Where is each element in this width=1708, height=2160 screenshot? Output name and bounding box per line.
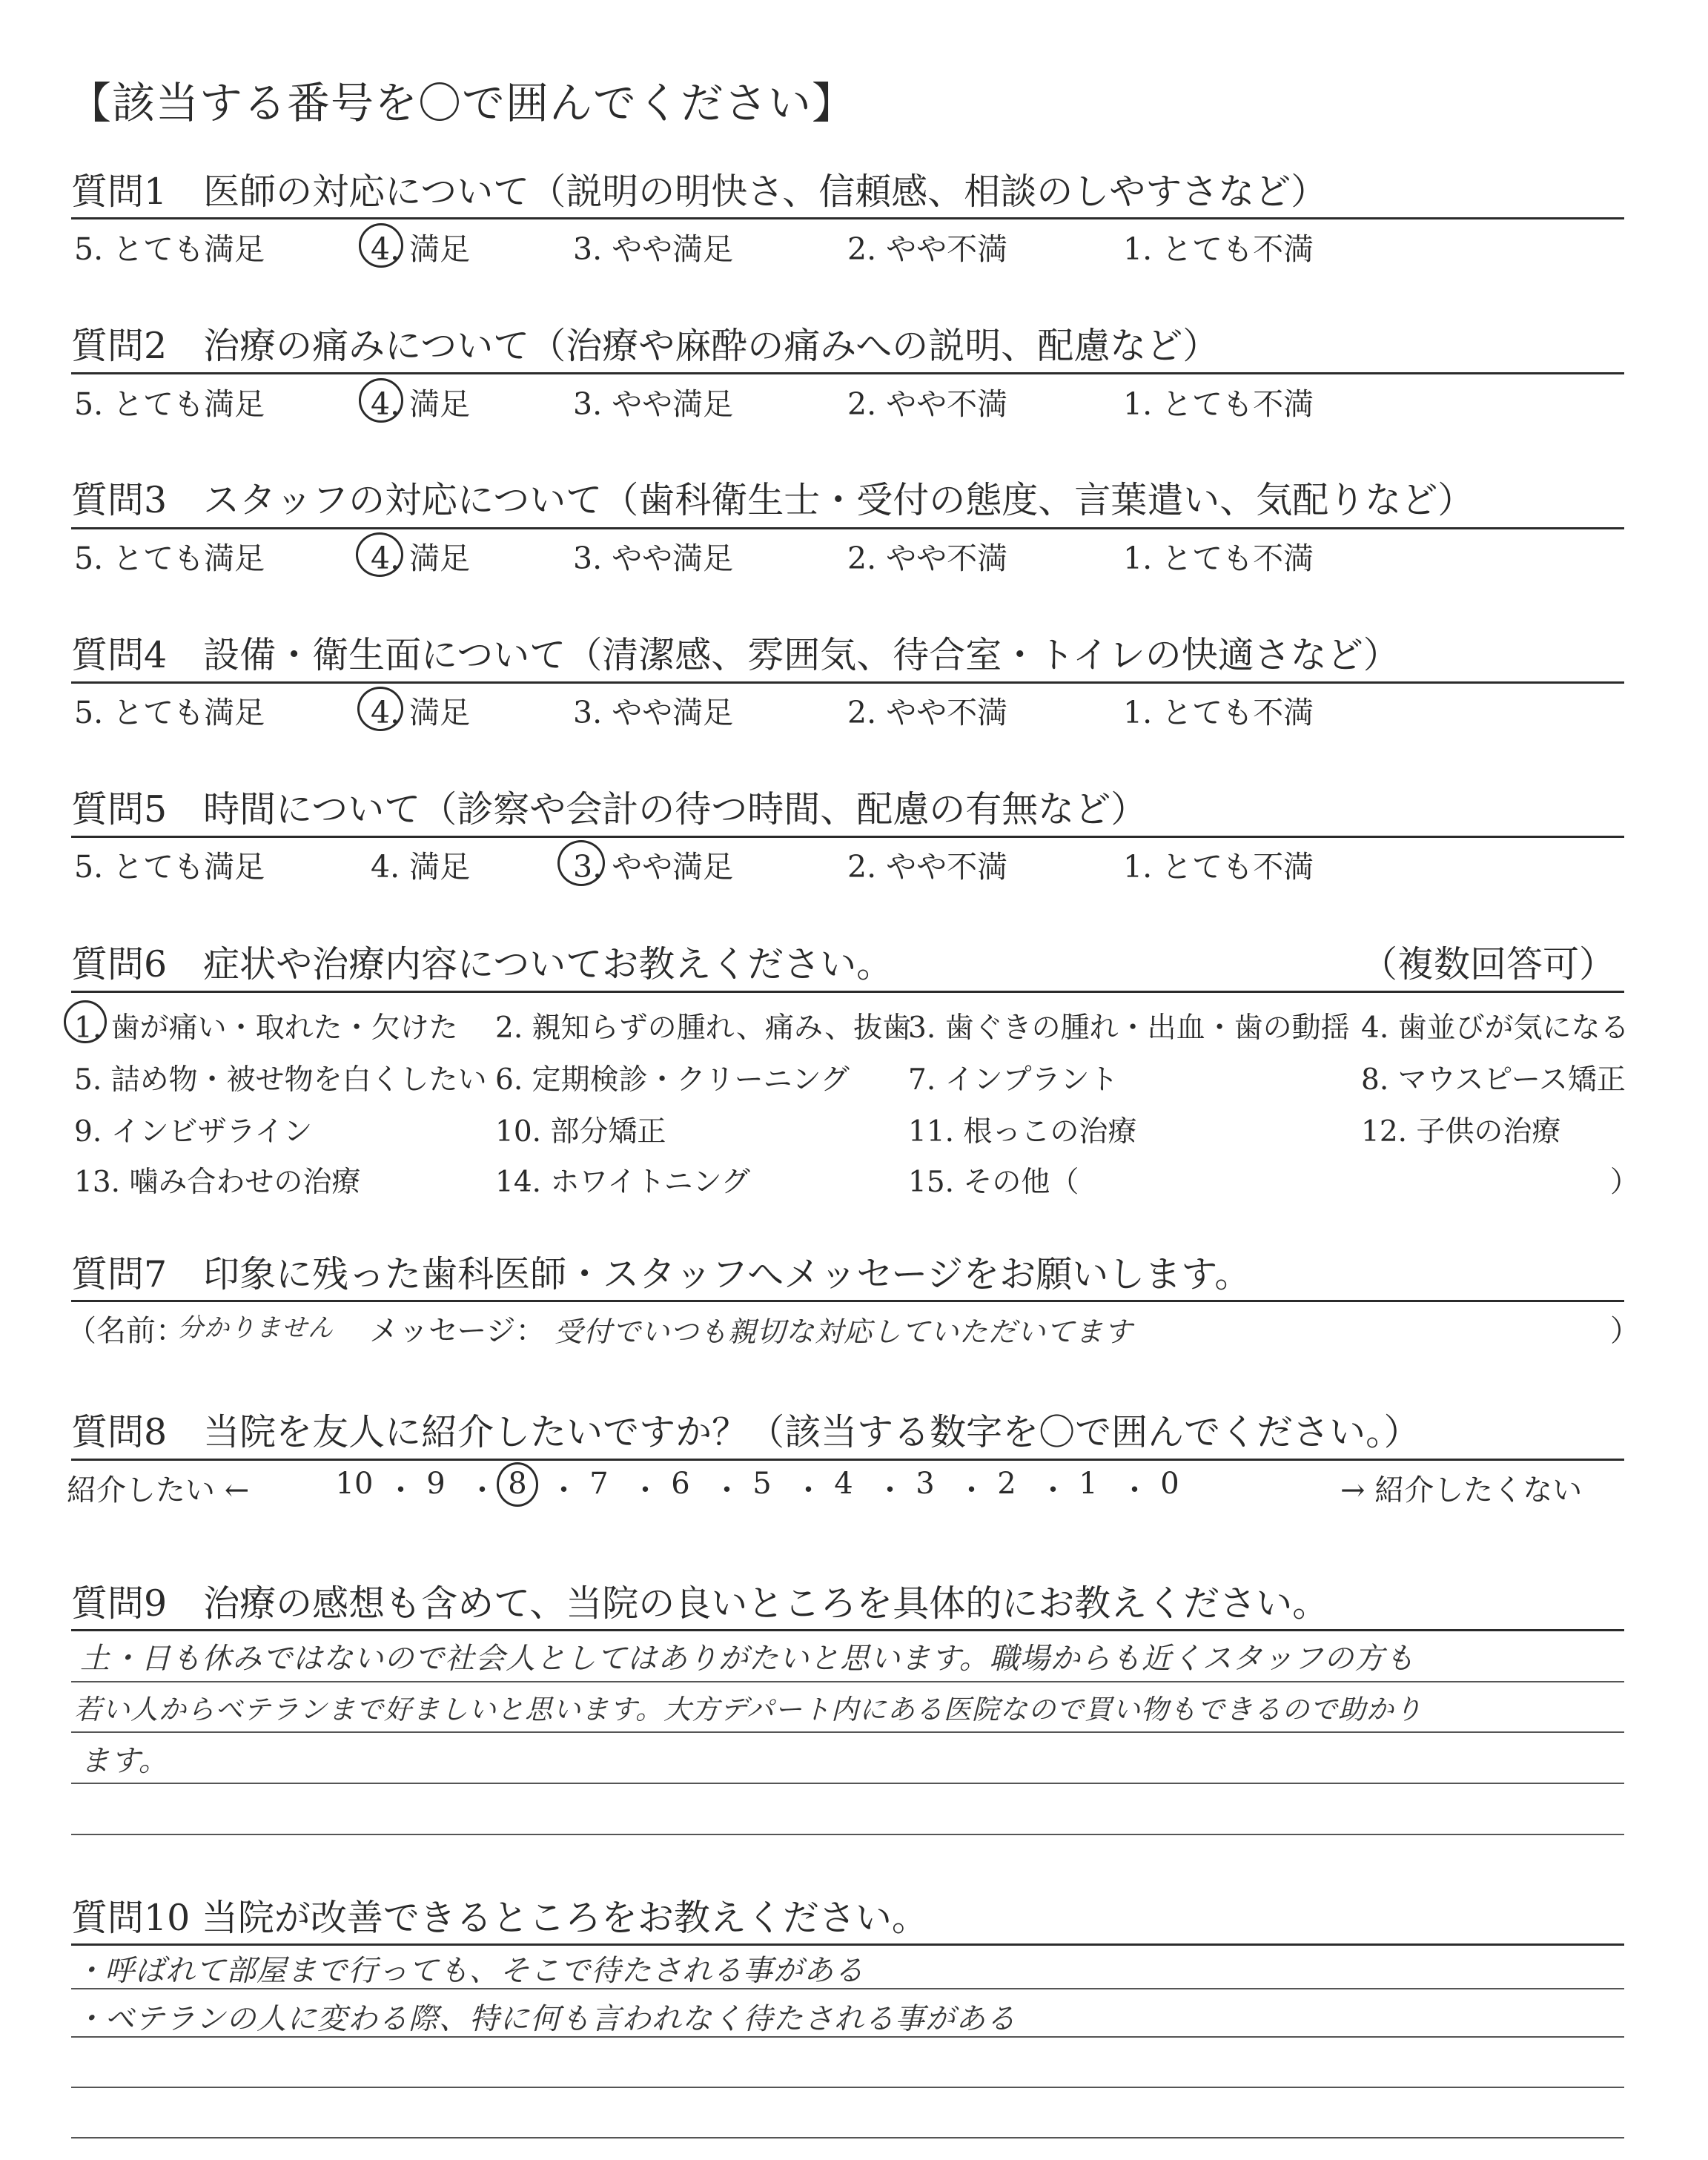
q10-answer-text-2[interactable]: ・ベテランの人に変わる際、特に何も言われなく待たされる事がある bbox=[74, 2002, 1016, 2036]
q8-scale-separator: ・ bbox=[956, 1473, 987, 1507]
q5-option-5[interactable]: 5. とても満足 bbox=[74, 849, 265, 885]
q9-answer-line-1 bbox=[71, 1681, 1624, 1682]
q8-left-label: 紹介したい ← bbox=[67, 1473, 250, 1507]
q8-scale-value-4[interactable]: 4 bbox=[834, 1467, 853, 1501]
q6-option-15[interactable]: 15. その他（ bbox=[908, 1166, 1079, 1199]
q6-rule bbox=[71, 991, 1624, 993]
q6-option-9[interactable]: 9. インビザライン bbox=[74, 1115, 313, 1149]
q4-option-3[interactable]: 3. やや満足 bbox=[573, 695, 734, 730]
q1-option-5[interactable]: 5. とても満足 bbox=[74, 231, 265, 267]
q2-option-1[interactable]: 1. とても不満 bbox=[1123, 386, 1314, 422]
q3-option-2[interactable]: 2. やや不満 bbox=[847, 541, 1008, 576]
q2-selection-circle bbox=[359, 378, 403, 423]
q3-option-5[interactable]: 5. とても満足 bbox=[74, 541, 265, 576]
q10-answer-text-1[interactable]: ・呼ばれて部屋まで行っても、そこで待たされる事がある bbox=[74, 1954, 864, 1988]
q4-option-2[interactable]: 2. やや不満 bbox=[847, 695, 1008, 730]
q3-title: 質問3 スタッフの対応について（歯科衛生士・受付の態度、言葉遣い、気配りなど） bbox=[71, 479, 1474, 521]
q6-option-1[interactable]: 1. 歯が痛い・取れた・欠けた bbox=[74, 1011, 458, 1045]
q2-option-4[interactable]: 4. 満足 bbox=[371, 386, 471, 422]
q6-option-8[interactable]: 8. マウスピース矯正 bbox=[1361, 1063, 1626, 1097]
q6-option-13[interactable]: 13. 噛み合わせの治療 bbox=[74, 1166, 361, 1199]
q8-scale-value-3[interactable]: 3 bbox=[916, 1467, 935, 1501]
q7-message-value[interactable]: 受付でいつも親切な対応していただいてます bbox=[555, 1315, 1133, 1348]
q10-answer-line-4 bbox=[71, 2137, 1624, 2138]
q6-selection-circle bbox=[64, 1000, 107, 1043]
q3-option-3[interactable]: 3. やや満足 bbox=[573, 541, 734, 576]
q3-option-4[interactable]: 4. 満足 bbox=[371, 541, 471, 576]
q1-rule bbox=[71, 217, 1624, 219]
q9-answer-text-3[interactable]: ます。 bbox=[80, 1744, 169, 1778]
q8-scale-value-9[interactable]: 9 bbox=[426, 1467, 446, 1501]
q2-option-5[interactable]: 5. とても満足 bbox=[74, 386, 265, 422]
q6-other-close-paren: ） bbox=[1610, 1166, 1640, 1199]
q1-title: 質問1 医師の対応について（説明の明快さ、信頼感、相談のしやすさなど） bbox=[71, 171, 1328, 213]
q1-option-4[interactable]: 4. 満足 bbox=[371, 231, 471, 267]
q5-option-1[interactable]: 1. とても不満 bbox=[1123, 849, 1314, 885]
q8-scale-value-2[interactable]: 2 bbox=[997, 1467, 1016, 1501]
q9-title: 質問9 治療の感想も含めて、当院の良いところを具体的にお教えください。 bbox=[71, 1582, 1329, 1625]
q7-message-label: メッセージ： bbox=[369, 1314, 546, 1348]
q9-answer-text-1[interactable]: 土・日も休みではないので社会人としてはありがたいと思います。職場からも近くスタッフの方も bbox=[80, 1642, 1415, 1676]
q4-option-5[interactable]: 5. とても満足 bbox=[74, 695, 265, 730]
q6-title: 質問6 症状や治療内容についてお教えください。 bbox=[71, 943, 893, 985]
q9-answer-line-3 bbox=[71, 1783, 1624, 1784]
q6-option-14[interactable]: 14. ホワイトニング bbox=[495, 1166, 750, 1199]
q8-rule bbox=[71, 1459, 1624, 1461]
q6-option-11[interactable]: 11. 根っこの治療 bbox=[908, 1115, 1137, 1149]
q2-rule bbox=[71, 372, 1624, 374]
q7-close-paren: ） bbox=[1610, 1314, 1640, 1348]
q8-scale-separator: ・ bbox=[1038, 1473, 1068, 1507]
q4-option-4[interactable]: 4. 満足 bbox=[371, 695, 471, 730]
q6-option-5[interactable]: 5. 詰め物・被せ物を白くしたい bbox=[74, 1063, 487, 1097]
q6-option-4[interactable]: 4. 歯並びが気になる bbox=[1361, 1011, 1629, 1045]
page-heading: 【該当する番号を〇で囲んでください】 bbox=[68, 78, 856, 128]
q8-scale-separator: ・ bbox=[1119, 1473, 1150, 1507]
q8-scale-value-6[interactable]: 6 bbox=[671, 1467, 690, 1501]
q3-selection-circle bbox=[356, 532, 403, 577]
q5-selection-circle bbox=[557, 840, 605, 886]
q5-rule bbox=[71, 836, 1624, 838]
q10-title: 質問10 当院が改善できるところをお教えください。 bbox=[71, 1897, 928, 1939]
q1-option-3[interactable]: 3. やや満足 bbox=[573, 231, 734, 267]
q8-scale-value-1[interactable]: 1 bbox=[1079, 1467, 1098, 1501]
q3-rule bbox=[71, 527, 1624, 529]
q2-title: 質問2 治療の痛みについて（治療や麻酔の痛みへの説明、配慮など） bbox=[71, 325, 1219, 367]
q9-answer-line-4 bbox=[71, 1834, 1624, 1835]
q10-rule bbox=[71, 1943, 1624, 1946]
q4-title: 質問4 設備・衛生面について（清潔感、雰囲気、待合室・トイレの快適さなど） bbox=[71, 634, 1400, 676]
q8-scale-value-10[interactable]: 10 bbox=[335, 1467, 374, 1501]
q7-title: 質問7 印象に残った歯科医師・スタッフへメッセージをお願いします。 bbox=[71, 1253, 1251, 1295]
q8-scale-value-8[interactable]: 8 bbox=[508, 1467, 527, 1501]
q8-scale-separator: ・ bbox=[793, 1473, 824, 1507]
q8-scale-value-5[interactable]: 5 bbox=[752, 1467, 772, 1501]
q5-option-2[interactable]: 2. やや不満 bbox=[847, 849, 1008, 885]
q6-option-7[interactable]: 7. インプラント bbox=[908, 1063, 1119, 1097]
q8-scale-separator: ・ bbox=[385, 1473, 416, 1507]
q8-right-label: → 紹介したくない bbox=[1340, 1473, 1583, 1507]
q8-scale-separator: ・ bbox=[630, 1473, 661, 1507]
q9-answer-text-2[interactable]: 若い人からベテランまで好ましいと思います。大方デパート内にある医院なので買い物もできるので助かり bbox=[74, 1694, 1423, 1725]
q9-rule bbox=[71, 1629, 1624, 1631]
q7-rule bbox=[71, 1300, 1624, 1302]
q8-title: 質問8 当院を友人に紹介したいですか？（該当する数字を〇で囲んでください。） bbox=[71, 1411, 1420, 1453]
q1-option-1[interactable]: 1. とても不満 bbox=[1123, 231, 1314, 267]
q10-answer-line-3 bbox=[71, 2087, 1624, 2088]
q1-selection-circle bbox=[359, 223, 403, 268]
q6-option-3[interactable]: 3. 歯ぐきの腫れ・出血・歯の動揺 bbox=[908, 1011, 1350, 1045]
q2-option-2[interactable]: 2. やや不満 bbox=[847, 386, 1008, 422]
q6-option-10[interactable]: 10. 部分矯正 bbox=[495, 1115, 666, 1149]
q7-name-label: （名前： bbox=[67, 1314, 185, 1348]
q8-scale-value-7[interactable]: 7 bbox=[589, 1467, 609, 1501]
q6-option-6[interactable]: 6. 定期検診・クリーニング bbox=[495, 1063, 850, 1097]
q8-scale-separator: ・ bbox=[549, 1473, 579, 1507]
q5-title: 質問5 時間について（診察や会計の待つ時間、配慮の有無など） bbox=[71, 788, 1148, 830]
q7-name-value[interactable]: 分かりません bbox=[178, 1313, 334, 1343]
q6-option-2[interactable]: 2. 親知らずの腫れ、痛み、抜歯 bbox=[495, 1011, 912, 1045]
q8-scale-separator: ・ bbox=[875, 1473, 905, 1507]
q2-option-3[interactable]: 3. やや満足 bbox=[573, 386, 734, 422]
q5-option-4[interactable]: 4. 満足 bbox=[371, 849, 471, 885]
q1-option-2[interactable]: 2. やや不満 bbox=[847, 231, 1008, 267]
q9-answer-line-2 bbox=[71, 1731, 1624, 1733]
q3-option-1[interactable]: 1. とても不満 bbox=[1123, 541, 1314, 576]
q6-option-12[interactable]: 12. 子供の治療 bbox=[1361, 1115, 1561, 1149]
q4-option-1[interactable]: 1. とても不満 bbox=[1123, 695, 1314, 730]
q5-option-3[interactable]: 3. やや満足 bbox=[573, 849, 734, 885]
q4-rule bbox=[71, 681, 1624, 684]
q8-selection-circle bbox=[497, 1462, 538, 1507]
q4-selection-circle bbox=[357, 687, 403, 731]
q6-note: （複数回答可） bbox=[1361, 943, 1616, 985]
q8-scale-separator: ・ bbox=[467, 1473, 497, 1507]
q8-scale-separator: ・ bbox=[712, 1473, 742, 1507]
q8-scale-value-0[interactable]: 0 bbox=[1160, 1467, 1179, 1501]
